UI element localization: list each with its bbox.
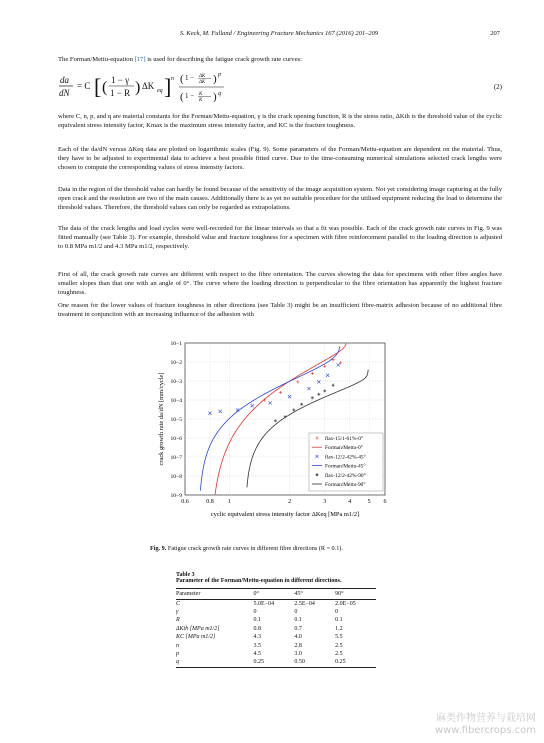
legend-label: flax-12/2-42%-90°: [325, 472, 366, 479]
svg-text:[: [: [94, 74, 102, 99]
table-cell: 3.5: [253, 642, 262, 649]
svg-text:(: (: [102, 79, 108, 96]
data-point: [284, 415, 287, 418]
x-tick-label: 1: [227, 499, 231, 505]
y-tick-label: 10−8: [170, 474, 182, 480]
y-tick-label: 10−3: [170, 379, 182, 385]
y-tick-label: 10−4: [170, 398, 182, 404]
svg-text:ΔK: ΔK: [199, 80, 206, 85]
table-cell: 0.7: [294, 625, 302, 632]
parameter-table: [176, 588, 376, 668]
table-row: [176, 650, 376, 658]
watermark-line-2: www.fibercrops.com: [434, 725, 536, 736]
table-cell: γ: [176, 608, 179, 615]
svg-text:]: ]: [164, 74, 172, 99]
table-cell: 2.5: [335, 650, 343, 657]
table-cell: 0.1: [294, 617, 302, 624]
paragraph-1: where C, n, p, and q are material constants for the Forman/Mettu-equation, γ is the crack opening function, R is the stress ratio, ΔKth is the threshold value of the cyclic equivalent stress intensity factor, Kmax is the maximum stress intensity factor, and KC is the fracture toughness.: [58, 113, 502, 129]
svg-text:): ): [213, 73, 217, 85]
svg-text:dN: dN: [59, 88, 70, 98]
figure-caption-text: Fatigue crack growth rate curves in different fibre directions (R = 0.1).: [166, 545, 343, 552]
paragraph-6: One reason for the lower values of fracture toughness in other directions (see Table 3) might be an insufficient fibre-matrix adhesion because of no additional fibre treatment in conjunction with an increasing influence of the adhesion with: [58, 302, 502, 318]
intro-paragraph: [58, 55, 502, 64]
svg-text:K: K: [199, 98, 203, 103]
table-header-cell: 90°: [335, 589, 376, 600]
y-tick-label: 10−9: [170, 493, 182, 499]
table-cell: 2.0E−05: [335, 600, 356, 607]
table-cell: 0: [253, 608, 257, 615]
table-cell: n: [176, 642, 179, 649]
y-tick-label: 10−2: [170, 360, 182, 366]
table-row: [176, 625, 376, 633]
svg-text:p: p: [218, 72, 221, 78]
table-cell: 4.5: [253, 650, 262, 657]
reference-link-17[interactable]: [17]: [134, 56, 146, 63]
table-row: [176, 600, 376, 609]
table-cell: ΔKth [MPa m1/2]: [176, 625, 220, 632]
table-row: [176, 634, 376, 642]
forman-mettu-equation: [58, 70, 502, 112]
watermark-line-1: 麻类作物营养与栽培网: [436, 713, 536, 724]
equation-graphic: [58, 70, 388, 112]
table-cell: p: [176, 650, 179, 657]
y-tick-label: 10−6: [170, 436, 182, 442]
table-cell: 0: [294, 608, 298, 615]
svg-text:(: (: [180, 91, 184, 103]
table-header-row: [176, 589, 376, 600]
svg-text:K: K: [199, 92, 203, 97]
x-tick-label: 4: [348, 499, 352, 505]
table-header-cell: Parameter: [176, 589, 254, 600]
svg-text:n: n: [171, 76, 174, 82]
svg-text:1 − γ: 1 − γ: [111, 75, 130, 85]
data-point: [317, 393, 320, 396]
table-cell: 0: [335, 608, 339, 615]
table-cell: 0.25: [335, 659, 376, 668]
x-tick-label: 2: [288, 499, 292, 505]
table-cell: 5.5: [335, 634, 343, 641]
table-cell: 0.1: [335, 617, 343, 624]
table-cell: 0.1: [253, 617, 262, 624]
legend-label: Forman/Mettu-45°: [325, 463, 366, 470]
table-cell: 0.50: [294, 659, 335, 668]
data-point: [274, 419, 277, 422]
table-cell: KC [MPa m1/2]: [176, 634, 216, 641]
data-point: [292, 408, 295, 411]
table-cell: 4.3: [253, 634, 262, 641]
table-cell: 3.0: [294, 650, 302, 657]
table-cell: 1.2: [335, 625, 343, 632]
x-tick-label: 0.8: [206, 499, 214, 505]
y-tick-label: 10−7: [170, 455, 182, 461]
table-label: Table 3: [176, 572, 195, 578]
running-title: S. Keck, M. Fulland / Engineering Fracture Mechanics 167 (2016) 201–209: [179, 30, 379, 37]
svg-text:): ): [213, 91, 217, 103]
table-cell: 2.8: [294, 642, 302, 649]
paragraph-5: First of all, the crack growth rate curves are different with respect to the fibre orientation. The curves showing the data for specimens with other fibre angles have smaller slopes than that one with an angle of 0°. The curve where the loading direction is perpendicular to the fibre orientation has apparently the highest fracture toughness.: [58, 271, 502, 296]
x-tick-label: 3: [323, 499, 327, 505]
intro-text: The Forman/Mettu-equation: [58, 56, 135, 63]
table-cell: 4.0: [294, 634, 302, 641]
figure-label: Fig. 9.: [150, 545, 167, 552]
x-axis-label: cyclic equivalent stress intensity factor ΔKeq [MPa m1/2]: [210, 511, 360, 518]
fatigue-crack-growth-chart: [155, 335, 395, 525]
table-title: Parameter of the Forman/Mettu-equation in different directions.: [176, 578, 342, 584]
table-header-cell: 0°: [254, 589, 295, 600]
x-tick-label: 5: [367, 499, 371, 505]
table-cell: 2.5E−04: [294, 600, 315, 607]
data-point: [323, 389, 326, 392]
table-row: [176, 617, 376, 625]
svg-text:ΔK: ΔK: [142, 81, 155, 91]
svg-text:(: (: [180, 73, 184, 85]
table-3: [176, 572, 376, 668]
y-tick-label: 10−1: [170, 341, 182, 347]
svg-text:1 −: 1 −: [185, 74, 195, 82]
x-tick-label: 6: [383, 499, 387, 505]
table-cell: C: [176, 600, 181, 607]
table-cell: 0.25: [254, 659, 295, 668]
figure-caption: [150, 545, 343, 552]
table-cell: 0.8: [253, 625, 262, 632]
svg-text:ΔK: ΔK: [199, 74, 206, 79]
equation-number: (2): [493, 83, 502, 91]
svg-text:eq: eq: [157, 88, 163, 94]
svg-text:1 −: 1 −: [185, 92, 195, 100]
svg-text:): ): [135, 79, 141, 96]
x-tick-label: 0.6: [181, 499, 189, 505]
legend-label: Forman/Mettu-0°: [325, 445, 363, 452]
legend-label: flax-15/1-61%-0°: [325, 436, 364, 442]
paragraph-4: The data of the crack lengths and load cycles were well-recorded for the linear intervals so that a fit was possible. Each of the crack growth rate curves in Fig. 9 was fitted manually (see Table 3). For example, threshold value and fracture toughness for a specimen with fibre reinforcement parallel to the loading direction is adjusted to 0.8 MPa m1/2 and 4.3 MPa m1/2, respectively.: [58, 225, 502, 250]
legend-label: flax-12/2-42%-45°: [325, 454, 366, 461]
svg-text:da: da: [60, 75, 69, 85]
legend-label: Forman/Mettu-90°: [325, 482, 366, 488]
watermark: [435, 713, 536, 737]
svg-text:q: q: [218, 91, 221, 97]
table-header-cell: 45°: [294, 589, 335, 600]
svg-text:= C: = C: [77, 81, 91, 91]
table-row: [176, 659, 376, 668]
table-cell: 5.0E−04: [253, 600, 275, 607]
paragraph-2: Each of the da/dN versus ΔKeq data are plotted on logarithmic scales (Fig. 9). Some parameters of the Forman/Mettu-equation are dependent on the material. Thus, they have to be adjusted to experimental data to achieve a best possible fitted curve. Due to the time-consuming numerical simulations selected crack lengths were chosen to compute the corresponding values of stress intensity factors.: [58, 146, 502, 171]
table-cell: q: [176, 659, 254, 668]
data-point: [311, 396, 314, 399]
table-row: [176, 642, 376, 650]
y-tick-label: 10−5: [170, 417, 182, 423]
table-row: [176, 608, 376, 616]
intro-text-end: is used for describing the fatigue crack growth rate curves:: [145, 56, 302, 63]
y-axis-label: crack growth rate da/dN [mm/cycle]: [158, 372, 165, 466]
table-cell: R: [176, 617, 180, 624]
svg-text:1 − R: 1 − R: [110, 88, 131, 98]
page-number: 207: [490, 30, 500, 37]
paragraph-3: Data in the region of the threshold value can hardly be found because of the sensitivity of the image acquisition system. Not yet considering image capturing at the fully open crack and the resolution are two of the main causes. Additionally there is as yet no suitable procedure for the utilised equipment reducing the load to determine the threshold values. Therefore, the threshold values can only be regarded as extrapolations.: [58, 186, 502, 211]
table-cell: 2.5: [335, 642, 343, 649]
running-header: [58, 30, 500, 42]
